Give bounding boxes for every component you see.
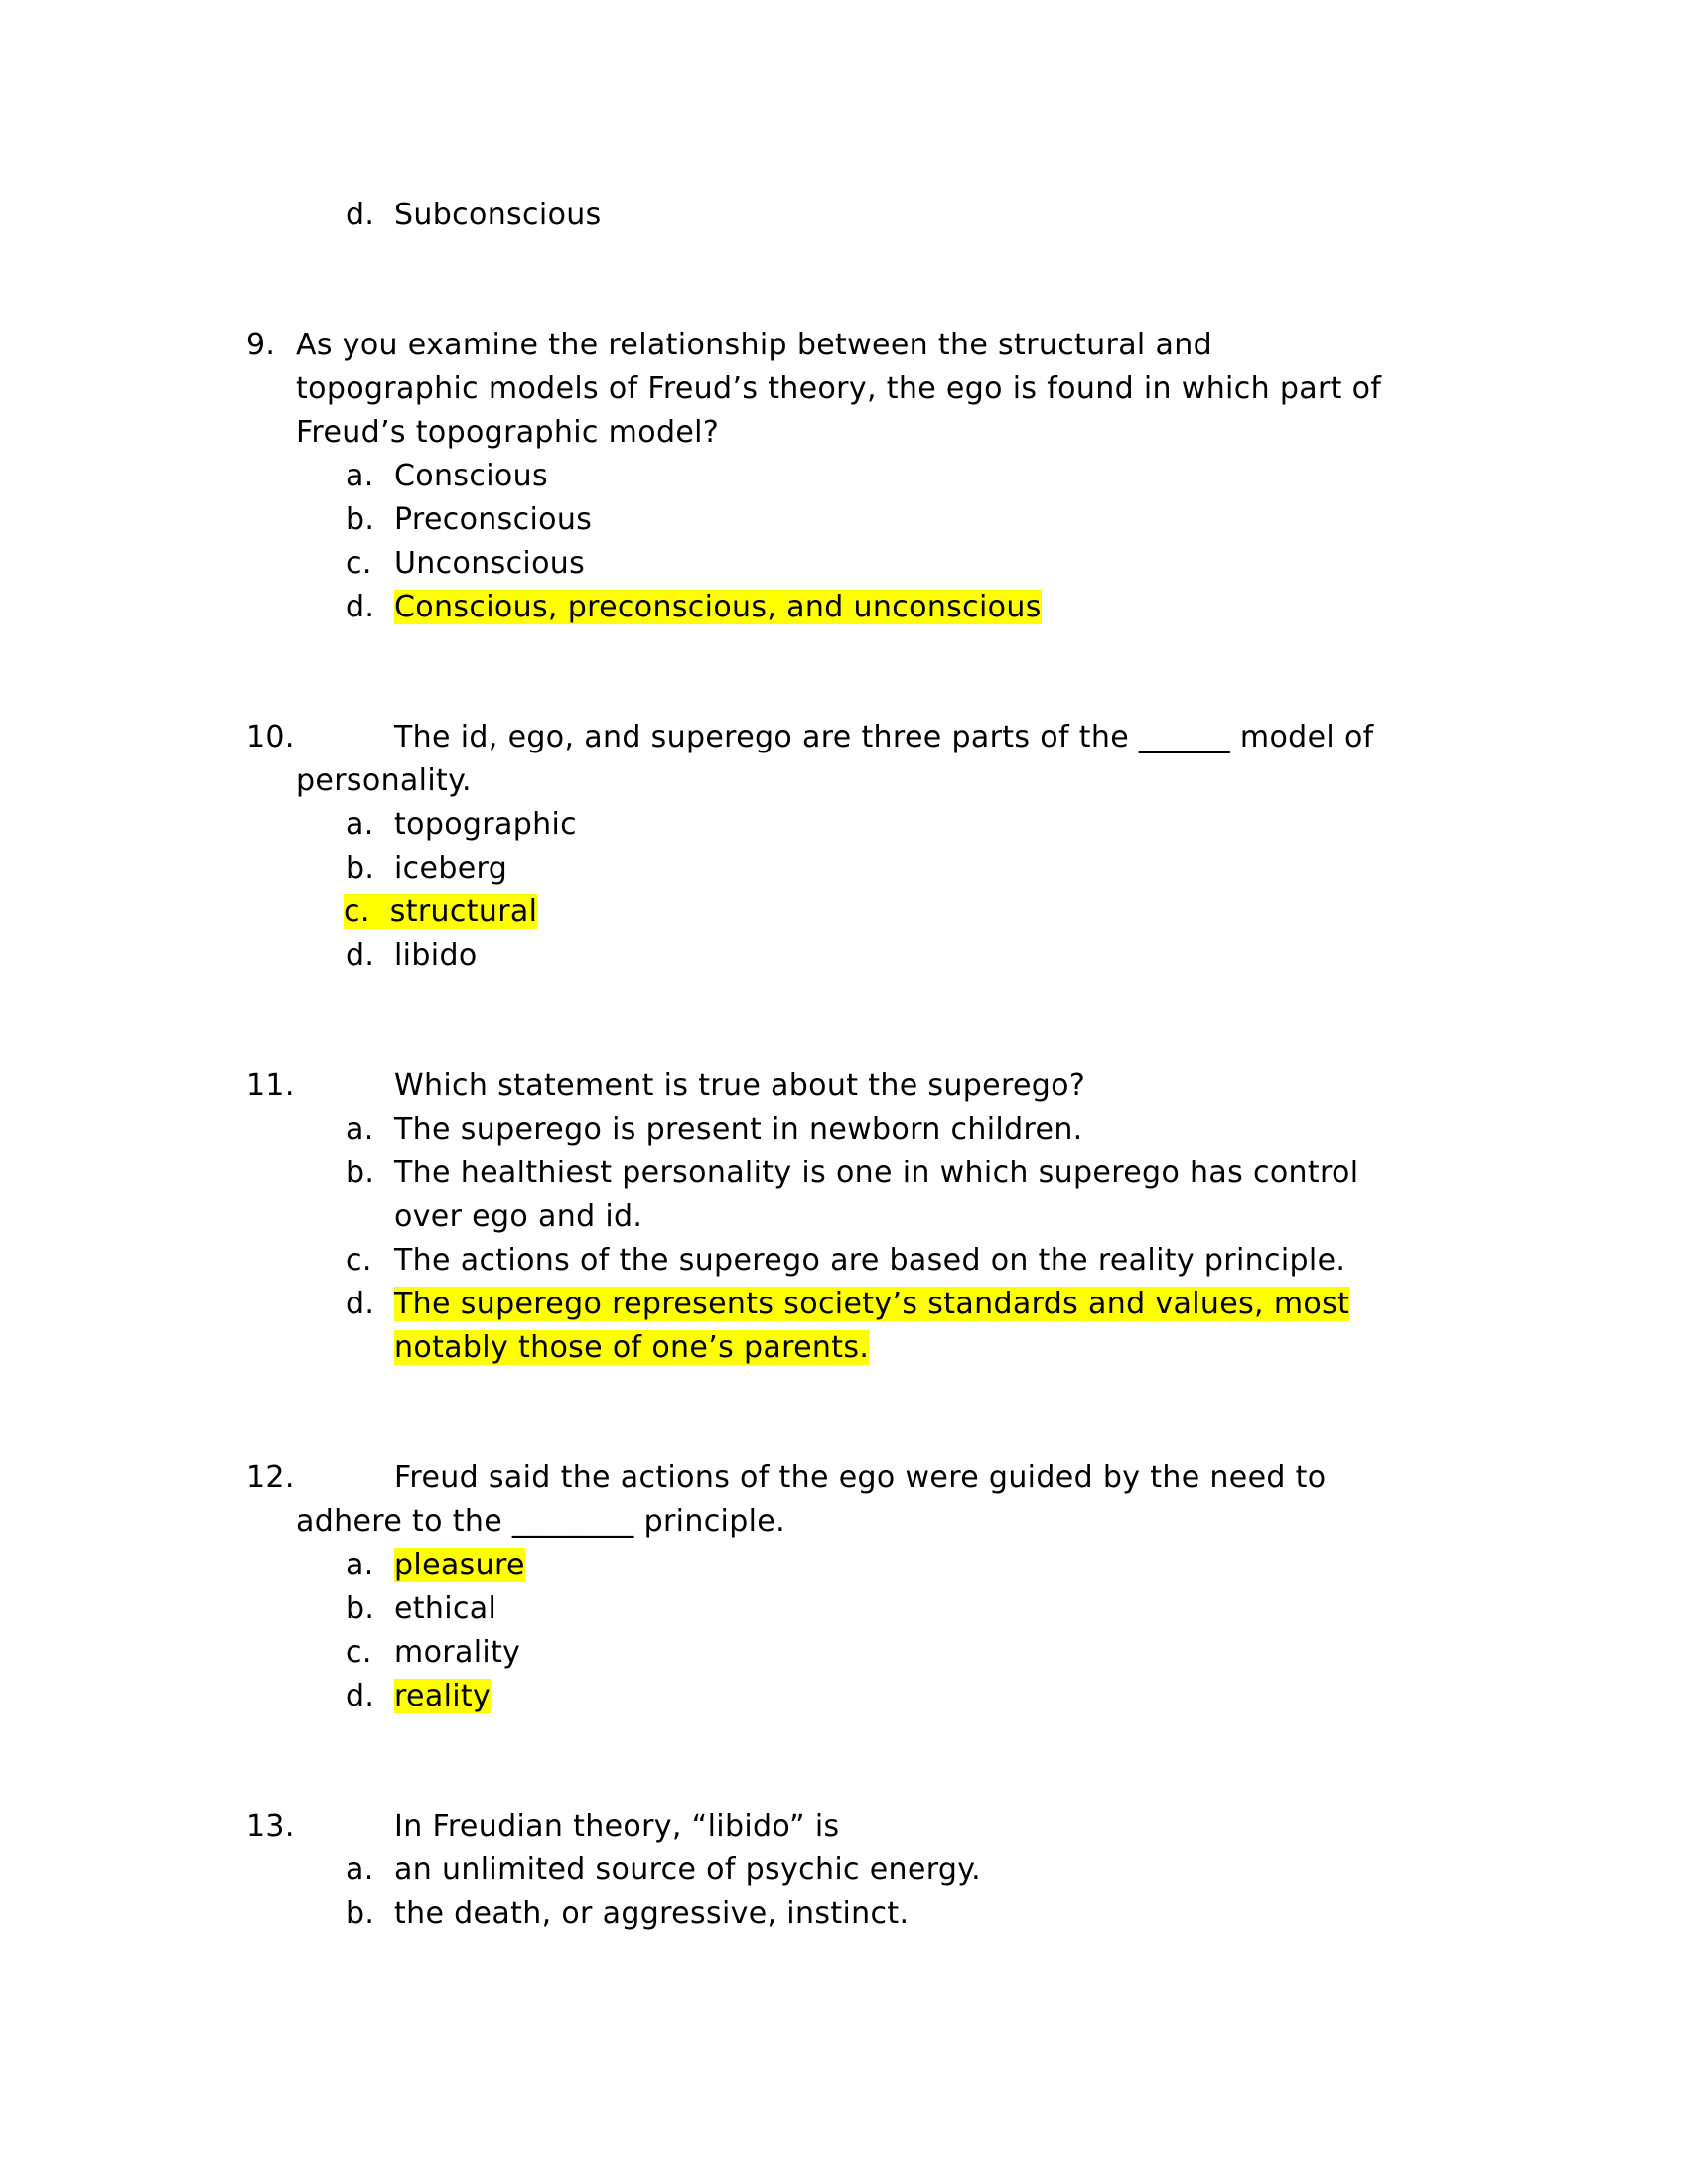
option-letter: d. [346, 1287, 375, 1321]
option-letter: d. [346, 1679, 375, 1713]
option-text-highlighted [394, 1326, 869, 1370]
option-letter: d. [346, 198, 375, 232]
option-text: over ego and id. [394, 1199, 643, 1234]
option-text: morality [394, 1635, 521, 1670]
option-text-highlighted [394, 1675, 491, 1718]
option-letter: c. [346, 546, 372, 581]
option-text: Unconscious [394, 546, 586, 581]
option-text: The actions of the superego are based on the reality principle. [394, 1243, 1346, 1278]
option-text: libido [394, 938, 478, 973]
option-text: ethical [394, 1591, 497, 1626]
option-text-highlighted [394, 1283, 1349, 1326]
option-letter: c. [346, 1243, 372, 1278]
answer-highlight [344, 894, 537, 929]
question-text: As you examine the relationship between the structural and [296, 328, 1212, 362]
option-highlighted-row [344, 890, 537, 934]
option-text-highlighted [394, 1544, 525, 1587]
option-letter: a. [346, 1112, 374, 1147]
question-number: 10. [246, 720, 295, 754]
option-text: Subconscious [394, 198, 602, 232]
answer-highlight: reality [394, 1679, 492, 1713]
question-number: 11. [246, 1068, 295, 1103]
question-number: 12. [246, 1460, 295, 1495]
option-text: The superego is present in newborn children. [394, 1112, 1083, 1147]
option-text: topographic [394, 807, 578, 842]
option-text: Conscious [394, 459, 548, 493]
option-letter: b. [346, 1591, 375, 1626]
question-text: Freud’s topographic model? [296, 415, 720, 450]
option-text: structural [389, 894, 538, 929]
option-text: Preconscious [394, 502, 593, 537]
option-text: an unlimited source of psychic energy. [394, 1852, 981, 1887]
option-letter: c. [346, 1635, 372, 1670]
option-letter: a. [346, 807, 374, 842]
question-number: 9. [246, 328, 276, 362]
question-text: topographic models of Freud’s theory, the ego is found in which part of [296, 371, 1382, 406]
question-text: Which statement is true about the superego? [394, 1068, 1086, 1103]
question-number: 13. [246, 1809, 295, 1843]
answer-highlight: The superego represents society’s standards and values, most [394, 1287, 1350, 1321]
answer-highlight: pleasure [394, 1548, 525, 1582]
question-text: adhere to the ________ principle. [296, 1504, 785, 1539]
option-text-highlighted [394, 586, 1042, 629]
option-text: the death, or aggressive, instinct. [394, 1896, 910, 1931]
option-letter: a. [346, 1852, 374, 1887]
option-letter: b. [346, 502, 375, 537]
option-letter: a. [346, 459, 374, 493]
answer-highlight: Conscious, preconscious, and unconscious [394, 590, 1042, 624]
option-letter: b. [346, 851, 375, 886]
answer-highlight: notably those of one’s parents. [394, 1330, 870, 1365]
option-letter: a. [346, 1548, 374, 1582]
question-text: The id, ego, and superego are three parts of the ______ model of [394, 720, 1374, 754]
option-letter: c. [344, 894, 370, 929]
option-text: The healthiest personality is one in which superego has control [394, 1156, 1359, 1190]
option-letter: d. [346, 590, 375, 624]
question-text: In Freudian theory, “libido” is [394, 1809, 840, 1843]
question-text: Freud said the actions of the ego were guided by the need to [394, 1460, 1327, 1495]
option-letter: b. [346, 1896, 375, 1931]
question-text: personality. [296, 763, 472, 798]
option-text: iceberg [394, 851, 508, 886]
option-letter: b. [346, 1156, 375, 1190]
option-letter: d. [346, 938, 375, 973]
